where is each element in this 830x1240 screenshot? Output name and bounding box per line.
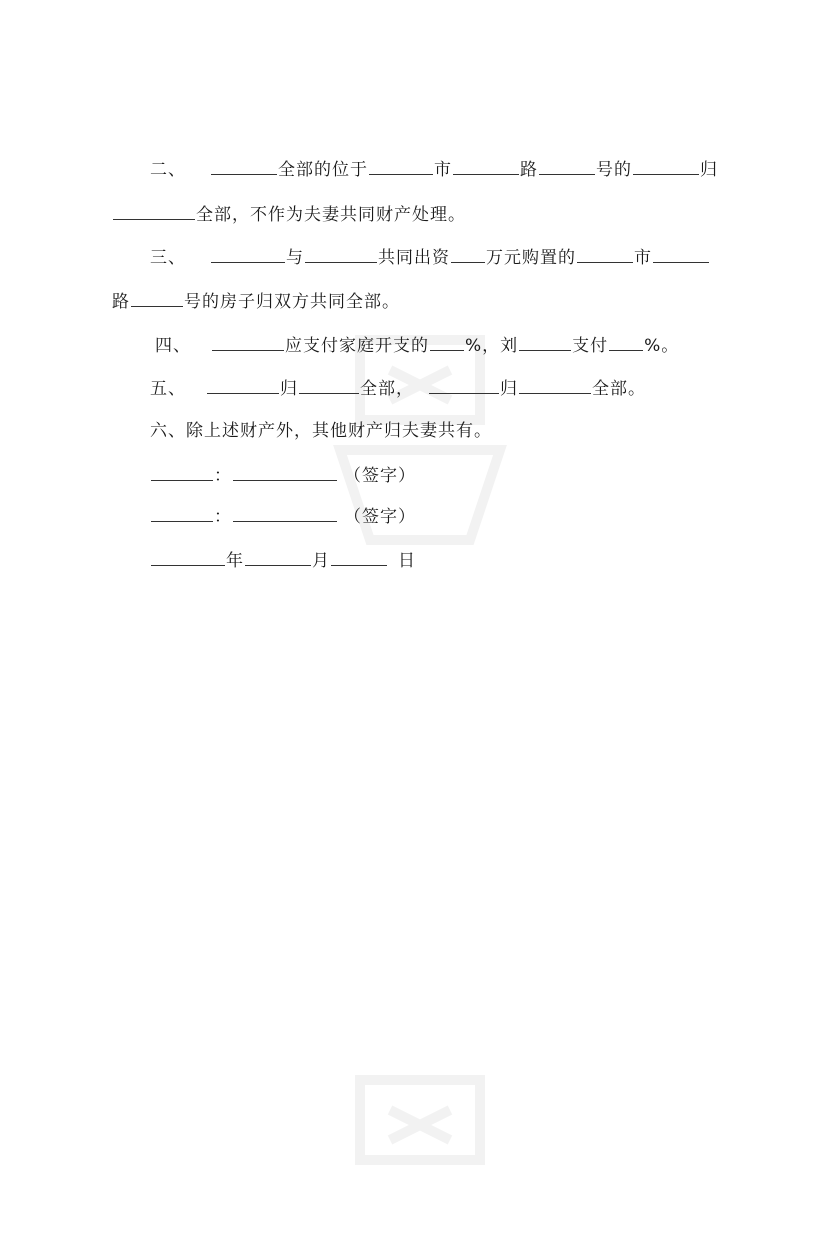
signer-name-blank: [151, 503, 213, 522]
blank-field: [305, 244, 377, 263]
sign-label: （签字）: [344, 466, 416, 486]
sign-label: （签字）: [344, 507, 416, 527]
section-2-line-1: [150, 156, 718, 182]
section-3-line-1: [150, 244, 710, 270]
section-5-text-3: 归: [500, 379, 518, 399]
section-2-line-2: [112, 201, 466, 227]
section-3-text-2: 共同出资: [378, 248, 450, 268]
section-6-line: [150, 419, 492, 443]
blank-field: [577, 244, 633, 263]
signature-blank: [233, 462, 337, 481]
section-3-label: 三、: [150, 248, 186, 268]
watermark-logo-bottom: [300, 1040, 540, 1240]
blank-field: [653, 244, 709, 263]
day-blank: [331, 547, 387, 566]
blank-field: [453, 156, 519, 175]
blank-field: [429, 375, 499, 394]
section-5-label: 五、: [150, 379, 186, 399]
section-2-text-4: 号的: [596, 160, 632, 180]
signature-blank: [233, 503, 337, 522]
section-4-text-1: 应支付家庭开支的: [285, 336, 429, 356]
section-5-text-2: 全部，: [360, 379, 414, 399]
section-2-text-1: 全部的位于: [278, 160, 368, 180]
section-2-text-2: 市: [434, 160, 452, 180]
section-3-text-3: 万元购置的: [486, 248, 576, 268]
section-3-text-5: 路: [112, 292, 130, 312]
section-4-label: 四、: [155, 336, 191, 356]
blank-field: [519, 332, 571, 351]
section-4-text-3: 支付: [572, 336, 609, 356]
date-line: [150, 547, 416, 573]
day-label: 日: [398, 551, 416, 571]
section-3-text-6: 号的房子归双方共同全部。: [184, 292, 400, 312]
month-blank: [245, 547, 311, 566]
blank-field: [451, 244, 485, 263]
blank-field: [131, 288, 183, 307]
blank-field: [539, 156, 595, 175]
signature-colon: ：: [214, 507, 232, 527]
section-5-text-1: 归: [280, 379, 298, 399]
blank-field: [369, 156, 433, 175]
blank-field: [609, 332, 643, 351]
blank-field: [207, 375, 279, 394]
blank-field: [113, 201, 195, 220]
blank-field: [633, 156, 699, 175]
blank-field: [212, 332, 284, 351]
section-2-text-3: 路: [520, 160, 538, 180]
signer-name-blank: [151, 462, 213, 481]
section-4-line: [155, 332, 679, 358]
section-2-text-6: 全部，不作为夫妻共同财产处理。: [196, 205, 466, 225]
section-4-text-2: %，刘: [465, 336, 519, 356]
signature-line-1: [150, 462, 416, 488]
section-4-text-4: %。: [644, 336, 680, 356]
section-5-text-4: 全部。: [592, 379, 646, 399]
signature-line-2: [150, 503, 416, 529]
year-label: 年: [226, 551, 244, 571]
section-3-text-1: 与: [286, 248, 304, 268]
section-2-label: 二、: [150, 160, 186, 180]
blank-field: [211, 156, 277, 175]
signature-colon: ：: [214, 466, 232, 486]
section-6-text: 六、除上述财产外，其他财产归夫妻共有。: [150, 421, 492, 441]
blank-field: [430, 332, 464, 351]
section-3-line-2: [112, 288, 400, 314]
blank-field: [299, 375, 359, 394]
blank-field: [519, 375, 591, 394]
section-3-text-4: 市: [634, 248, 652, 268]
section-2-text-5: 归: [700, 160, 718, 180]
section-5-line: [150, 375, 646, 401]
blank-field: [211, 244, 285, 263]
month-label: 月: [312, 551, 330, 571]
year-blank: [151, 547, 225, 566]
